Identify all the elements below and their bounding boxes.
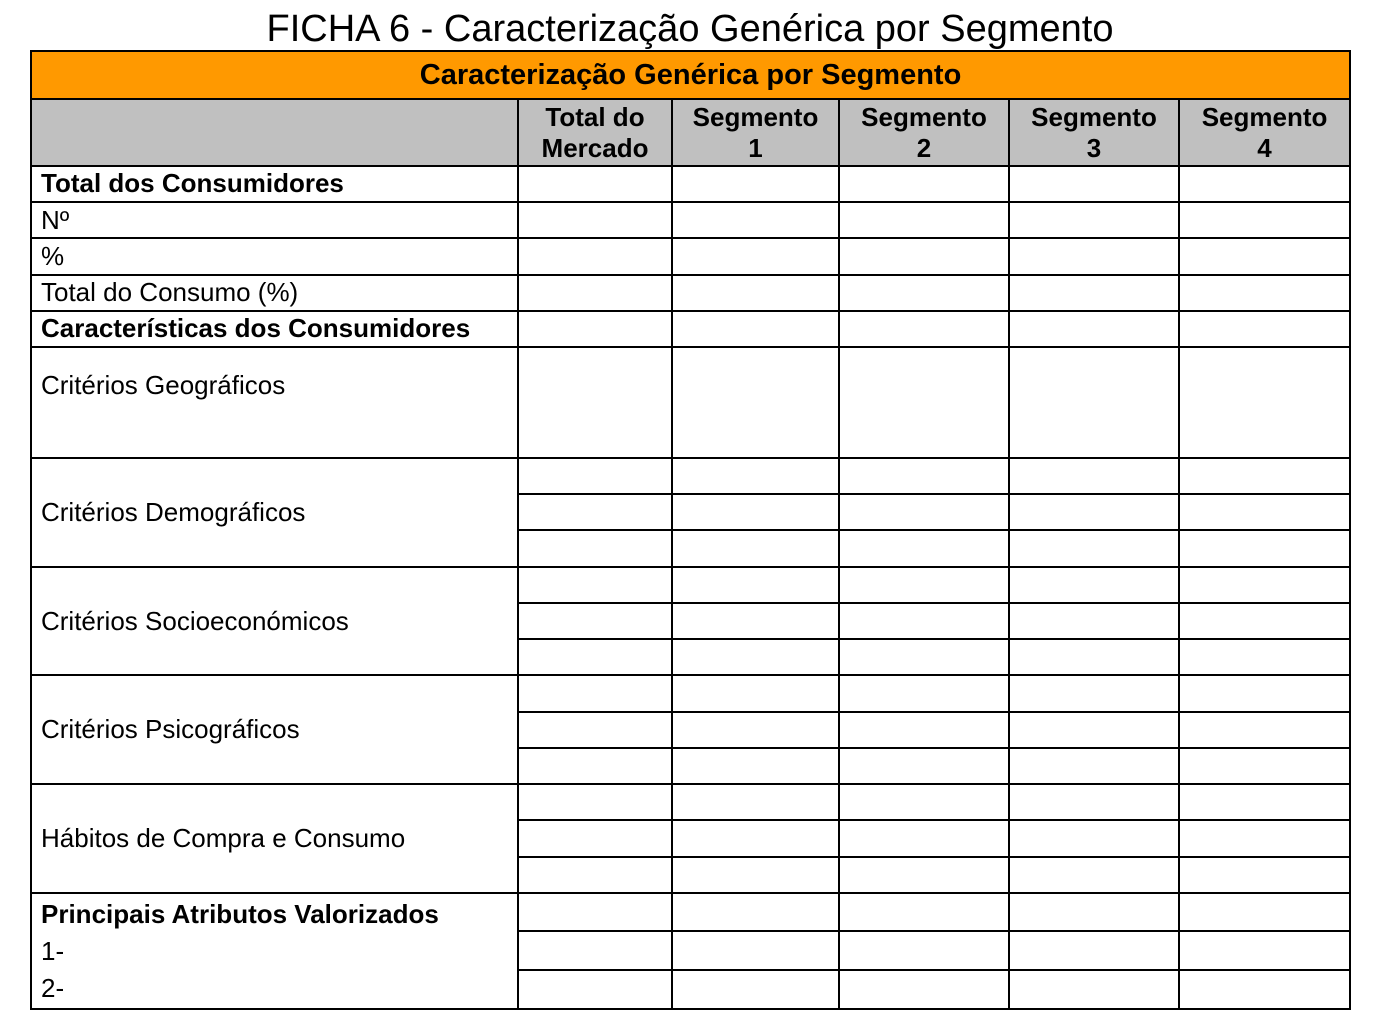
- table-cell[interactable]: [839, 238, 1009, 274]
- row-label: %: [31, 238, 518, 274]
- table-cell[interactable]: [672, 893, 839, 932]
- table-cell[interactable]: [839, 712, 1009, 748]
- table-cell[interactable]: [1179, 675, 1350, 711]
- row-label: Critérios Socioeconómicos: [31, 567, 518, 676]
- row-label: Nº: [31, 202, 518, 238]
- table-cell[interactable]: [839, 931, 1009, 970]
- col-header-segmento-3: [1009, 99, 1179, 165]
- table-cell[interactable]: [1179, 311, 1350, 347]
- table-cell[interactable]: [839, 202, 1009, 238]
- table-cell[interactable]: [1009, 238, 1179, 274]
- table-cell[interactable]: [672, 712, 839, 748]
- table-cell[interactable]: [1009, 458, 1179, 494]
- row-label: Total dos Consumidores: [31, 166, 518, 202]
- table-cell[interactable]: [1009, 567, 1179, 603]
- table-cell[interactable]: [1009, 820, 1179, 856]
- table-cell[interactable]: [672, 820, 839, 856]
- table-cell[interactable]: [1179, 347, 1350, 458]
- header-blank-cell: [31, 99, 518, 165]
- table-cell[interactable]: [1179, 603, 1350, 639]
- table-cell[interactable]: [672, 494, 839, 530]
- row-caracteristicas: [31, 311, 1350, 347]
- segment-characterization-table: [30, 50, 1351, 1010]
- row-percent: [31, 238, 1350, 274]
- col-header-line1: Segmento: [861, 101, 987, 132]
- table-cell[interactable]: [518, 202, 672, 238]
- table-cell[interactable]: [518, 603, 672, 639]
- table-cell[interactable]: [518, 238, 672, 274]
- attributes-label-block: [31, 893, 518, 1009]
- table-cell[interactable]: [518, 347, 672, 458]
- table-cell[interactable]: [1179, 857, 1350, 893]
- table-cell[interactable]: [839, 166, 1009, 202]
- table-cell[interactable]: [839, 347, 1009, 458]
- table-cell[interactable]: [518, 893, 672, 932]
- table-cell[interactable]: [1179, 970, 1350, 1009]
- table-cell[interactable]: [839, 530, 1009, 566]
- table-cell[interactable]: [1009, 712, 1179, 748]
- table-cell[interactable]: [672, 639, 839, 675]
- table-cell[interactable]: [672, 970, 839, 1009]
- table-cell[interactable]: [1179, 202, 1350, 238]
- table-cell[interactable]: [1179, 639, 1350, 675]
- col-header-segmento-2: [839, 99, 1009, 165]
- row-psicograficos: [31, 675, 1350, 711]
- row-numero: [31, 202, 1350, 238]
- table-cell[interactable]: [839, 784, 1009, 820]
- col-header-segmento-1: [672, 99, 839, 165]
- table-cell[interactable]: [1009, 857, 1179, 893]
- table-cell[interactable]: [1009, 748, 1179, 784]
- table-cell[interactable]: [1009, 311, 1179, 347]
- col-header-line1: Total do: [545, 101, 645, 132]
- table-cell[interactable]: [518, 567, 672, 603]
- table-cell[interactable]: [518, 748, 672, 784]
- table-cell[interactable]: [1179, 458, 1350, 494]
- table-cell[interactable]: [518, 494, 672, 530]
- col-header-segmento-4: [1179, 99, 1350, 165]
- table-cell[interactable]: [1009, 166, 1179, 202]
- row-demograficos: [31, 458, 1350, 494]
- table-cell[interactable]: [518, 530, 672, 566]
- table-cell[interactable]: [672, 748, 839, 784]
- col-header-line1: Segmento: [1031, 101, 1157, 132]
- table-cell[interactable]: [839, 458, 1009, 494]
- row-label: Características dos Consumidores: [31, 311, 518, 347]
- table-cell[interactable]: [1179, 893, 1350, 932]
- table-cell[interactable]: [1179, 748, 1350, 784]
- row-label: Critérios Psicográficos: [31, 675, 518, 784]
- table-cell[interactable]: [672, 675, 839, 711]
- row-label: Hábitos de Compra e Consumo: [31, 784, 518, 893]
- table-cell[interactable]: [518, 712, 672, 748]
- table-cell[interactable]: [1179, 712, 1350, 748]
- table-cell[interactable]: [672, 238, 839, 274]
- row-label: Total do Consumo (%): [31, 275, 518, 311]
- table-cell[interactable]: [1009, 202, 1179, 238]
- table-cell[interactable]: [839, 970, 1009, 1009]
- table-cell[interactable]: [1179, 238, 1350, 274]
- table-cell[interactable]: [518, 970, 672, 1009]
- table-cell[interactable]: [672, 857, 839, 893]
- table-cell[interactable]: [518, 820, 672, 856]
- table-cell[interactable]: [1009, 494, 1179, 530]
- table-cell[interactable]: [518, 639, 672, 675]
- table-cell[interactable]: [518, 275, 672, 311]
- row-label: Principais Atributos Valorizados: [41, 898, 439, 929]
- table-cell[interactable]: [518, 784, 672, 820]
- col-header-line2: 2: [916, 132, 932, 163]
- table-cell[interactable]: [1009, 347, 1179, 458]
- table-cell[interactable]: [518, 166, 672, 202]
- table-cell[interactable]: [1009, 275, 1179, 311]
- row-total-consumo: [31, 275, 1350, 311]
- col-header-line2: 3: [1086, 132, 1102, 163]
- attribute-item-1: 1-: [41, 935, 65, 966]
- table-cell[interactable]: [1009, 603, 1179, 639]
- table-cell[interactable]: [839, 603, 1009, 639]
- table-cell[interactable]: [1009, 784, 1179, 820]
- table-cell[interactable]: [839, 748, 1009, 784]
- table-cell[interactable]: [672, 603, 839, 639]
- table-cell[interactable]: [672, 202, 839, 238]
- attribute-item-2: 2-: [41, 972, 65, 1003]
- table-cell[interactable]: [1009, 530, 1179, 566]
- table-cell[interactable]: [672, 347, 839, 458]
- table-cell[interactable]: [839, 639, 1009, 675]
- table-cell[interactable]: [839, 567, 1009, 603]
- table-cell[interactable]: [1009, 675, 1179, 711]
- col-header-line2: 1: [748, 132, 763, 163]
- table-cell[interactable]: [1179, 784, 1350, 820]
- table-cell[interactable]: [1179, 931, 1350, 970]
- row-label: Critérios Geográficos: [31, 347, 518, 458]
- table-cell[interactable]: [1179, 166, 1350, 202]
- table-cell[interactable]: [672, 458, 839, 494]
- table-cell[interactable]: [839, 675, 1009, 711]
- table-cell[interactable]: [672, 567, 839, 603]
- page-title: FICHA 6 - Caracterização Genérica por Segmento: [266, 8, 1114, 50]
- table-cell[interactable]: [1179, 567, 1350, 603]
- table-cell[interactable]: [518, 458, 672, 494]
- table-cell[interactable]: [1179, 530, 1350, 566]
- table-cell[interactable]: [1179, 275, 1350, 311]
- row-atributos: [31, 893, 1350, 932]
- row-habitos: [31, 784, 1350, 820]
- table-cell[interactable]: [839, 820, 1009, 856]
- table-cell[interactable]: [672, 784, 839, 820]
- table-cell[interactable]: [672, 275, 839, 311]
- row-total-consumidores: [31, 166, 1350, 202]
- table-banner: Caracterização Genérica por Segmento: [31, 51, 1350, 99]
- table-cell[interactable]: [518, 311, 672, 347]
- table-cell[interactable]: [1179, 820, 1350, 856]
- table-cell[interactable]: [672, 931, 839, 970]
- table-cell[interactable]: [839, 494, 1009, 530]
- col-header-total-mercado: [518, 99, 672, 165]
- table-cell[interactable]: [1009, 931, 1179, 970]
- table-cell[interactable]: [518, 675, 672, 711]
- table-cell[interactable]: [839, 857, 1009, 893]
- col-header-line2: Mercado: [541, 132, 649, 163]
- table-cell[interactable]: [518, 931, 672, 970]
- table-cell[interactable]: [1009, 970, 1179, 1009]
- col-header-line2: 4: [1257, 132, 1272, 163]
- row-label: Critérios Demográficos: [31, 458, 518, 567]
- table-cell[interactable]: [518, 857, 672, 893]
- table-cell[interactable]: [1009, 893, 1179, 932]
- table-cell[interactable]: [672, 530, 839, 566]
- table-cell[interactable]: [672, 311, 839, 347]
- row-geograficos: [31, 347, 1350, 458]
- table-cell[interactable]: [1179, 494, 1350, 530]
- col-header-line1: Segmento: [692, 101, 819, 132]
- table-cell[interactable]: [1009, 639, 1179, 675]
- col-header-line1: Segmento: [1201, 101, 1328, 132]
- table-cell[interactable]: [672, 166, 839, 202]
- table-cell[interactable]: [839, 893, 1009, 932]
- table-cell[interactable]: [839, 275, 1009, 311]
- table-cell[interactable]: [839, 311, 1009, 347]
- row-socioeconomicos: [31, 567, 1350, 603]
